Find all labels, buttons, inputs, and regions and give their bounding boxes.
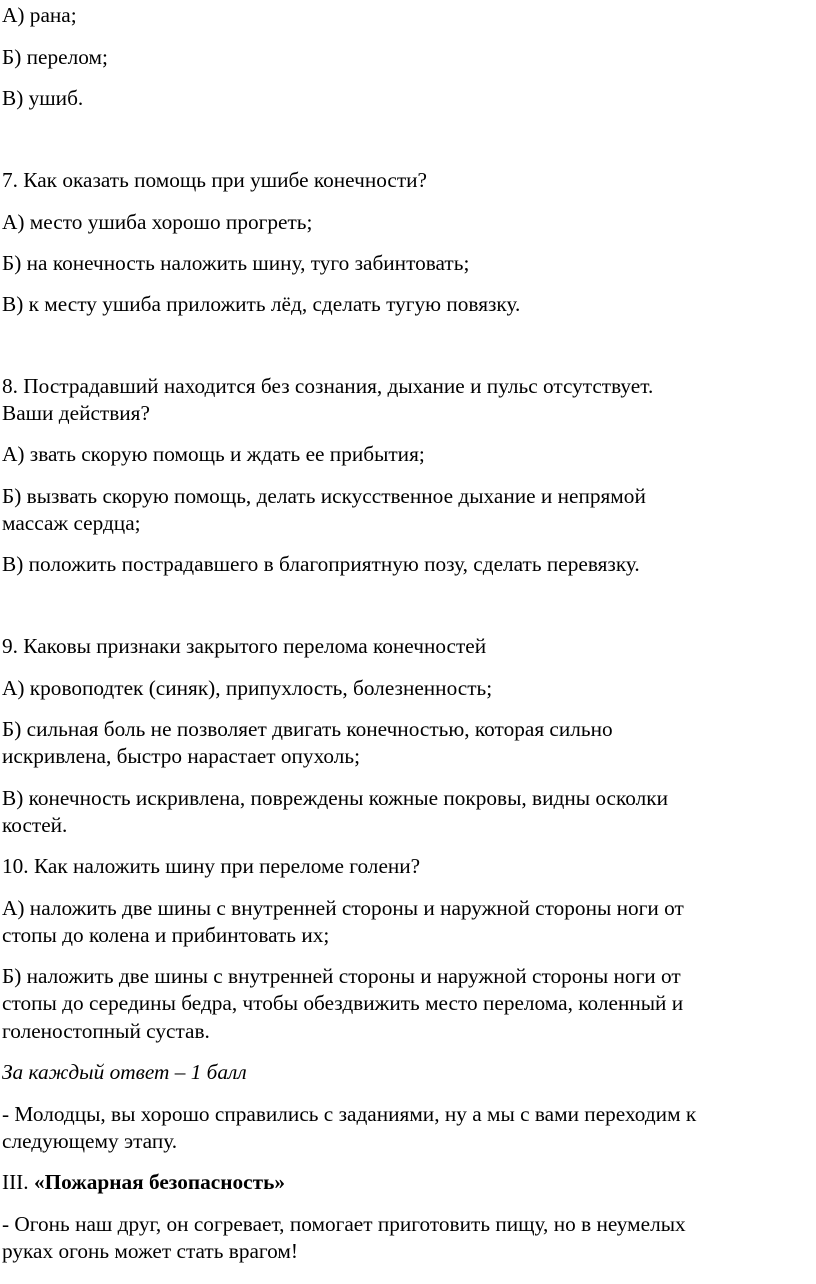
question-10-option-b-line-3: голеностопный сустав.	[2, 1019, 210, 1043]
question-8-option-b-line-2: массаж сердца;	[2, 511, 141, 535]
question-7: 7. Как оказать помощь при ушибе конечности?	[2, 168, 428, 192]
question-9-option-b-line-1: Б) сильная боль не позволяет двигать конечностью, которая сильно	[2, 717, 613, 741]
question-8-option-a: А) звать скорую помощь и ждать ее прибытия;	[2, 442, 425, 466]
question-9: 9. Каковы признаки закрытого перелома конечностей	[2, 634, 487, 658]
question-9-option-a: А) кровоподтек (синяк), припухлость, болезненность;	[2, 676, 493, 700]
option-c: В) ушиб.	[2, 86, 84, 110]
option-a: А) рана;	[2, 3, 77, 27]
section-number: III.	[2, 1170, 29, 1194]
question-10-option-b-line-2: стопы до середины бедра, чтобы обездвижить место перелома, коленный и	[2, 991, 684, 1015]
question-9-option-c-line-2: костей.	[2, 813, 68, 837]
question-9-option-b-line-2: искривлена, быстро нарастает опухоль;	[2, 744, 361, 768]
question-10-option-a-line-1: А) наложить две шины с внутренней стороны и наружной стороны ноги от	[2, 896, 684, 920]
question-10: 10. Как наложить шину при переломе голени?	[2, 854, 421, 878]
question-9-option-c-line-1: В) конечность искривлена, повреждены кожные покровы, видны осколки	[2, 786, 669, 810]
question-8-option-c: В) положить пострадавшего в благоприятную позу, сделать перевязку.	[2, 552, 640, 576]
question-8-line-2: Ваши действия?	[2, 401, 150, 425]
question-7-option-c: В) к месту ушиба приложить лёд, сделать тугую повязку.	[2, 292, 521, 316]
question-7-option-a: А) место ушиба хорошо прогреть;	[2, 210, 313, 234]
question-8-line-1: 8. Пострадавший находится без сознания, дыхание и пульс отсутствует.	[2, 374, 654, 398]
question-8-option-b-line-1: Б) вызвать скорую помощь, делать искусственное дыхание и непрямой	[2, 484, 646, 508]
question-7-option-b: Б) на конечность наложить шину, туго забинтовать;	[2, 251, 470, 275]
fire-text-line-1: - Огонь наш друг, он согревает, помогает приготовить пищу, но в неумелых	[2, 1212, 686, 1236]
section-title: «Пожарная безопасность»	[33, 1170, 285, 1194]
option-b: Б) перелом;	[2, 45, 108, 69]
question-10-option-b-line-1: Б) наложить две шины с внутренней стороны и наружной стороны ноги от	[2, 964, 681, 988]
section-heading	[2, 1169, 285, 1195]
praise-line-1: - Молодцы, вы хорошо справились с заданиями, ну а мы с вами переходим к	[2, 1102, 697, 1126]
praise-line-2: следующему этапу.	[2, 1129, 178, 1153]
fire-text-line-2: руках огонь может стать врагом!	[2, 1239, 298, 1263]
scoring-note: За каждый ответ – 1 балл	[2, 1060, 247, 1084]
question-10-option-a-line-2: стопы до колена и прибинтовать их;	[2, 923, 330, 947]
